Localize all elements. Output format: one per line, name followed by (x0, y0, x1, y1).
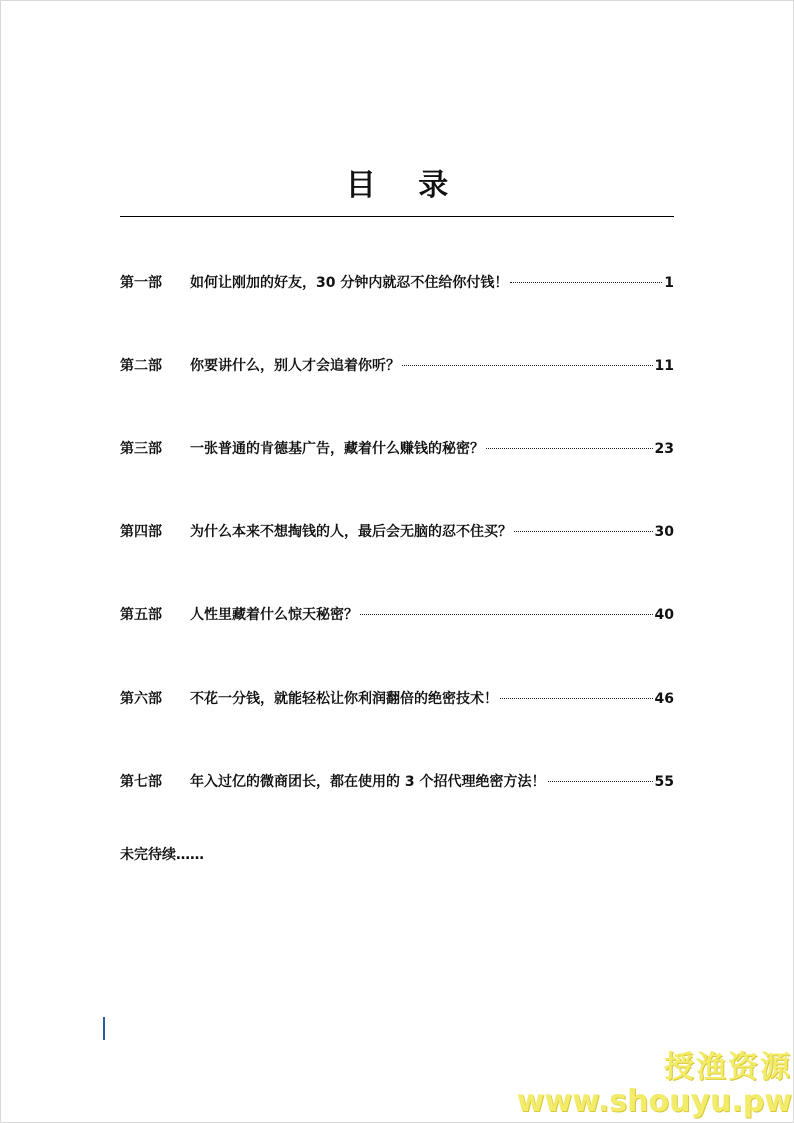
title-divider (120, 216, 674, 217)
toc-page-number: 1 (664, 275, 674, 291)
toc-leader-dots (510, 282, 662, 283)
toc-page-number: 40 (654, 607, 674, 623)
toc-entry[interactable] (120, 438, 674, 458)
watermark-url: www.shouyu.pw (516, 1084, 792, 1119)
toc-leader-dots (548, 781, 653, 782)
toc-part-label: 第一部 (120, 275, 162, 291)
toc-part-label: 第六部 (120, 691, 162, 707)
toc-part-label: 第四部 (120, 524, 162, 540)
page-title: 目 录 (345, 168, 465, 203)
toc-entry[interactable] (120, 771, 674, 791)
toc-entry-title: 人性里藏着什么惊天秘密？ (190, 607, 358, 623)
toc-page-number: 30 (654, 524, 674, 540)
toc-page-number: 46 (654, 691, 674, 707)
toc-part-label: 第二部 (120, 358, 162, 374)
toc-leader-dots (360, 614, 653, 615)
to-be-continued-text: 未完待续…… (120, 847, 204, 863)
toc-entry-title: 如何让刚加的好友，30 分钟内就忍不住给你付钱！ (190, 275, 509, 291)
toc-entry-title: 你要讲什么，别人才会追着你听？ (190, 358, 400, 374)
toc-entry[interactable] (120, 688, 674, 708)
toc-leader-dots (402, 365, 653, 366)
toc-entry[interactable] (120, 604, 674, 624)
toc-part-label: 第三部 (120, 441, 162, 457)
toc-page-number: 55 (654, 774, 674, 790)
text-cursor (103, 1017, 105, 1040)
toc-entry-title: 不花一分钱，就能轻松让你利润翻倍的绝密技术！ (190, 691, 498, 707)
toc-entry[interactable] (120, 355, 674, 375)
toc-page-number: 11 (654, 358, 674, 374)
toc-entry-title: 年入过亿的微商团长，都在使用的 3 个招代理绝密方法！ (190, 774, 546, 790)
toc-entry-title: 为什么本来不想掏钱的人，最后会无脑的忍不住买？ (190, 524, 512, 540)
toc-leader-dots (486, 448, 653, 449)
toc-page-number: 23 (654, 441, 674, 457)
watermark-brand: 授渔资源 (664, 1050, 792, 1085)
toc-entry-title: 一张普通的肯德基广告，藏着什么赚钱的秘密？ (190, 441, 484, 457)
toc-entry[interactable] (120, 272, 674, 292)
toc-leader-dots (500, 698, 653, 699)
toc-entry[interactable] (120, 521, 674, 541)
toc-part-label: 第七部 (120, 774, 162, 790)
toc-leader-dots (514, 531, 653, 532)
toc-part-label: 第五部 (120, 607, 162, 623)
